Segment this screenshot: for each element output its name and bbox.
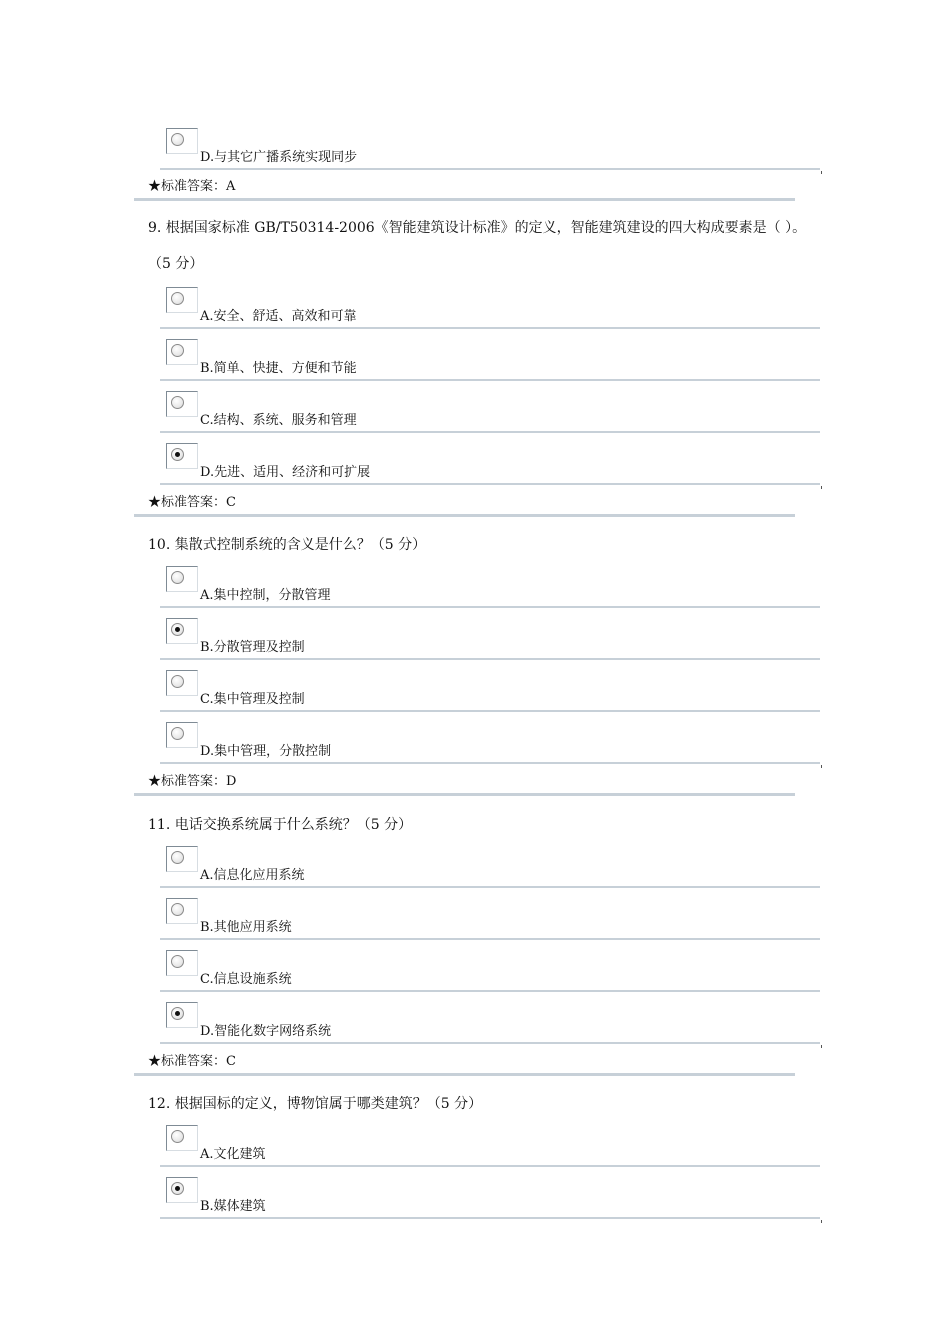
option-label: C.集中管理及控制 <box>200 692 305 707</box>
radio-box <box>166 1002 198 1028</box>
radio-button[interactable] <box>171 396 184 409</box>
option-label: D.智能化数字网络系统 <box>200 1024 332 1039</box>
radio-button-selected[interactable] <box>171 1182 184 1195</box>
option-label: D.与其它广播系统实现同步 <box>200 150 358 165</box>
radio-button[interactable] <box>171 133 184 146</box>
answer-separator <box>134 198 795 201</box>
divider <box>160 1217 820 1219</box>
radio-box <box>166 391 198 417</box>
q9-option-b[interactable] <box>160 329 820 381</box>
q11-title: 11. 电话交换系统属于什么系统？（5 分） <box>148 817 413 833</box>
answer-separator <box>134 1073 795 1076</box>
q12-option-a[interactable] <box>160 1115 820 1167</box>
radio-box <box>166 1125 198 1151</box>
q9-option-a[interactable] <box>160 277 820 329</box>
option-label: A.信息化应用系统 <box>200 868 305 883</box>
q11-option-d[interactable] <box>160 992 820 1044</box>
radio-box <box>166 339 198 365</box>
q9-standard-answer: ★标准答案：C <box>148 495 236 510</box>
option-label: B.其他应用系统 <box>200 920 292 935</box>
radio-button-selected[interactable] <box>171 623 184 636</box>
divider <box>160 168 820 170</box>
q9-option-c[interactable] <box>160 381 820 433</box>
q8-standard-answer: ★标准答案：A <box>148 179 236 194</box>
radio-button[interactable] <box>171 851 184 864</box>
q10-option-a[interactable] <box>160 556 820 608</box>
q11-option-c[interactable] <box>160 940 820 992</box>
radio-button[interactable] <box>171 344 184 357</box>
q9-title: 9. 根据国家标准 GB/T50314-2006《智能建筑设计标准》的定义，智能建筑建设的四大构成要素是（ ）。（5 分） <box>148 220 807 272</box>
radio-box <box>166 128 198 154</box>
option-label: C.结构、系统、服务和管理 <box>200 413 357 428</box>
radio-button[interactable] <box>171 1130 184 1143</box>
radio-box <box>166 618 198 644</box>
radio-box <box>166 898 198 924</box>
option-label: D.先进、适用、经济和可扩展 <box>200 465 371 480</box>
radio-button[interactable] <box>171 292 184 305</box>
q10-option-c[interactable] <box>160 660 820 712</box>
radio-button[interactable] <box>171 955 184 968</box>
radio-box <box>166 950 198 976</box>
radio-button-selected[interactable] <box>171 1007 184 1020</box>
option-label: B.分散管理及控制 <box>200 640 305 655</box>
q12-option-b[interactable] <box>160 1167 820 1219</box>
radio-button[interactable] <box>171 675 184 688</box>
q11-option-b[interactable] <box>160 888 820 940</box>
divider <box>160 1042 820 1044</box>
radio-box <box>166 287 198 313</box>
option-label: A.集中控制，分散管理 <box>200 588 331 603</box>
option-label: A.文化建筑 <box>200 1147 266 1162</box>
radio-box <box>166 443 198 469</box>
radio-box <box>166 670 198 696</box>
q10-standard-answer: ★标准答案：D <box>148 774 237 789</box>
q12-title: 12. 根据国标的定义，博物馆属于哪类建筑？（5 分） <box>148 1096 483 1112</box>
option-label: A.安全、舒适、高效和可靠 <box>200 309 357 324</box>
q11-option-a[interactable] <box>160 836 820 888</box>
option-label: D.集中管理，分散控制 <box>200 744 332 759</box>
q11-standard-answer: ★标准答案：C <box>148 1054 236 1069</box>
q10-option-d[interactable] <box>160 712 820 764</box>
divider <box>160 762 820 764</box>
q9-option-d[interactable] <box>160 433 820 485</box>
answer-separator <box>134 793 795 796</box>
radio-box <box>166 722 198 748</box>
divider <box>160 483 820 485</box>
option-label: B.媒体建筑 <box>200 1199 266 1214</box>
radio-box <box>166 566 198 592</box>
answer-separator <box>134 514 795 517</box>
q8-option-d[interactable] <box>160 118 820 170</box>
radio-button[interactable] <box>171 727 184 740</box>
option-label: B.简单、快捷、方便和节能 <box>200 361 357 376</box>
radio-button[interactable] <box>171 903 184 916</box>
radio-button-selected[interactable] <box>171 448 184 461</box>
radio-box <box>166 1177 198 1203</box>
radio-button[interactable] <box>171 571 184 584</box>
radio-box <box>166 846 198 872</box>
q10-title: 10. 集散式控制系统的含义是什么？（5 分） <box>148 537 427 553</box>
option-label: C.信息设施系统 <box>200 972 292 987</box>
q10-option-b[interactable] <box>160 608 820 660</box>
